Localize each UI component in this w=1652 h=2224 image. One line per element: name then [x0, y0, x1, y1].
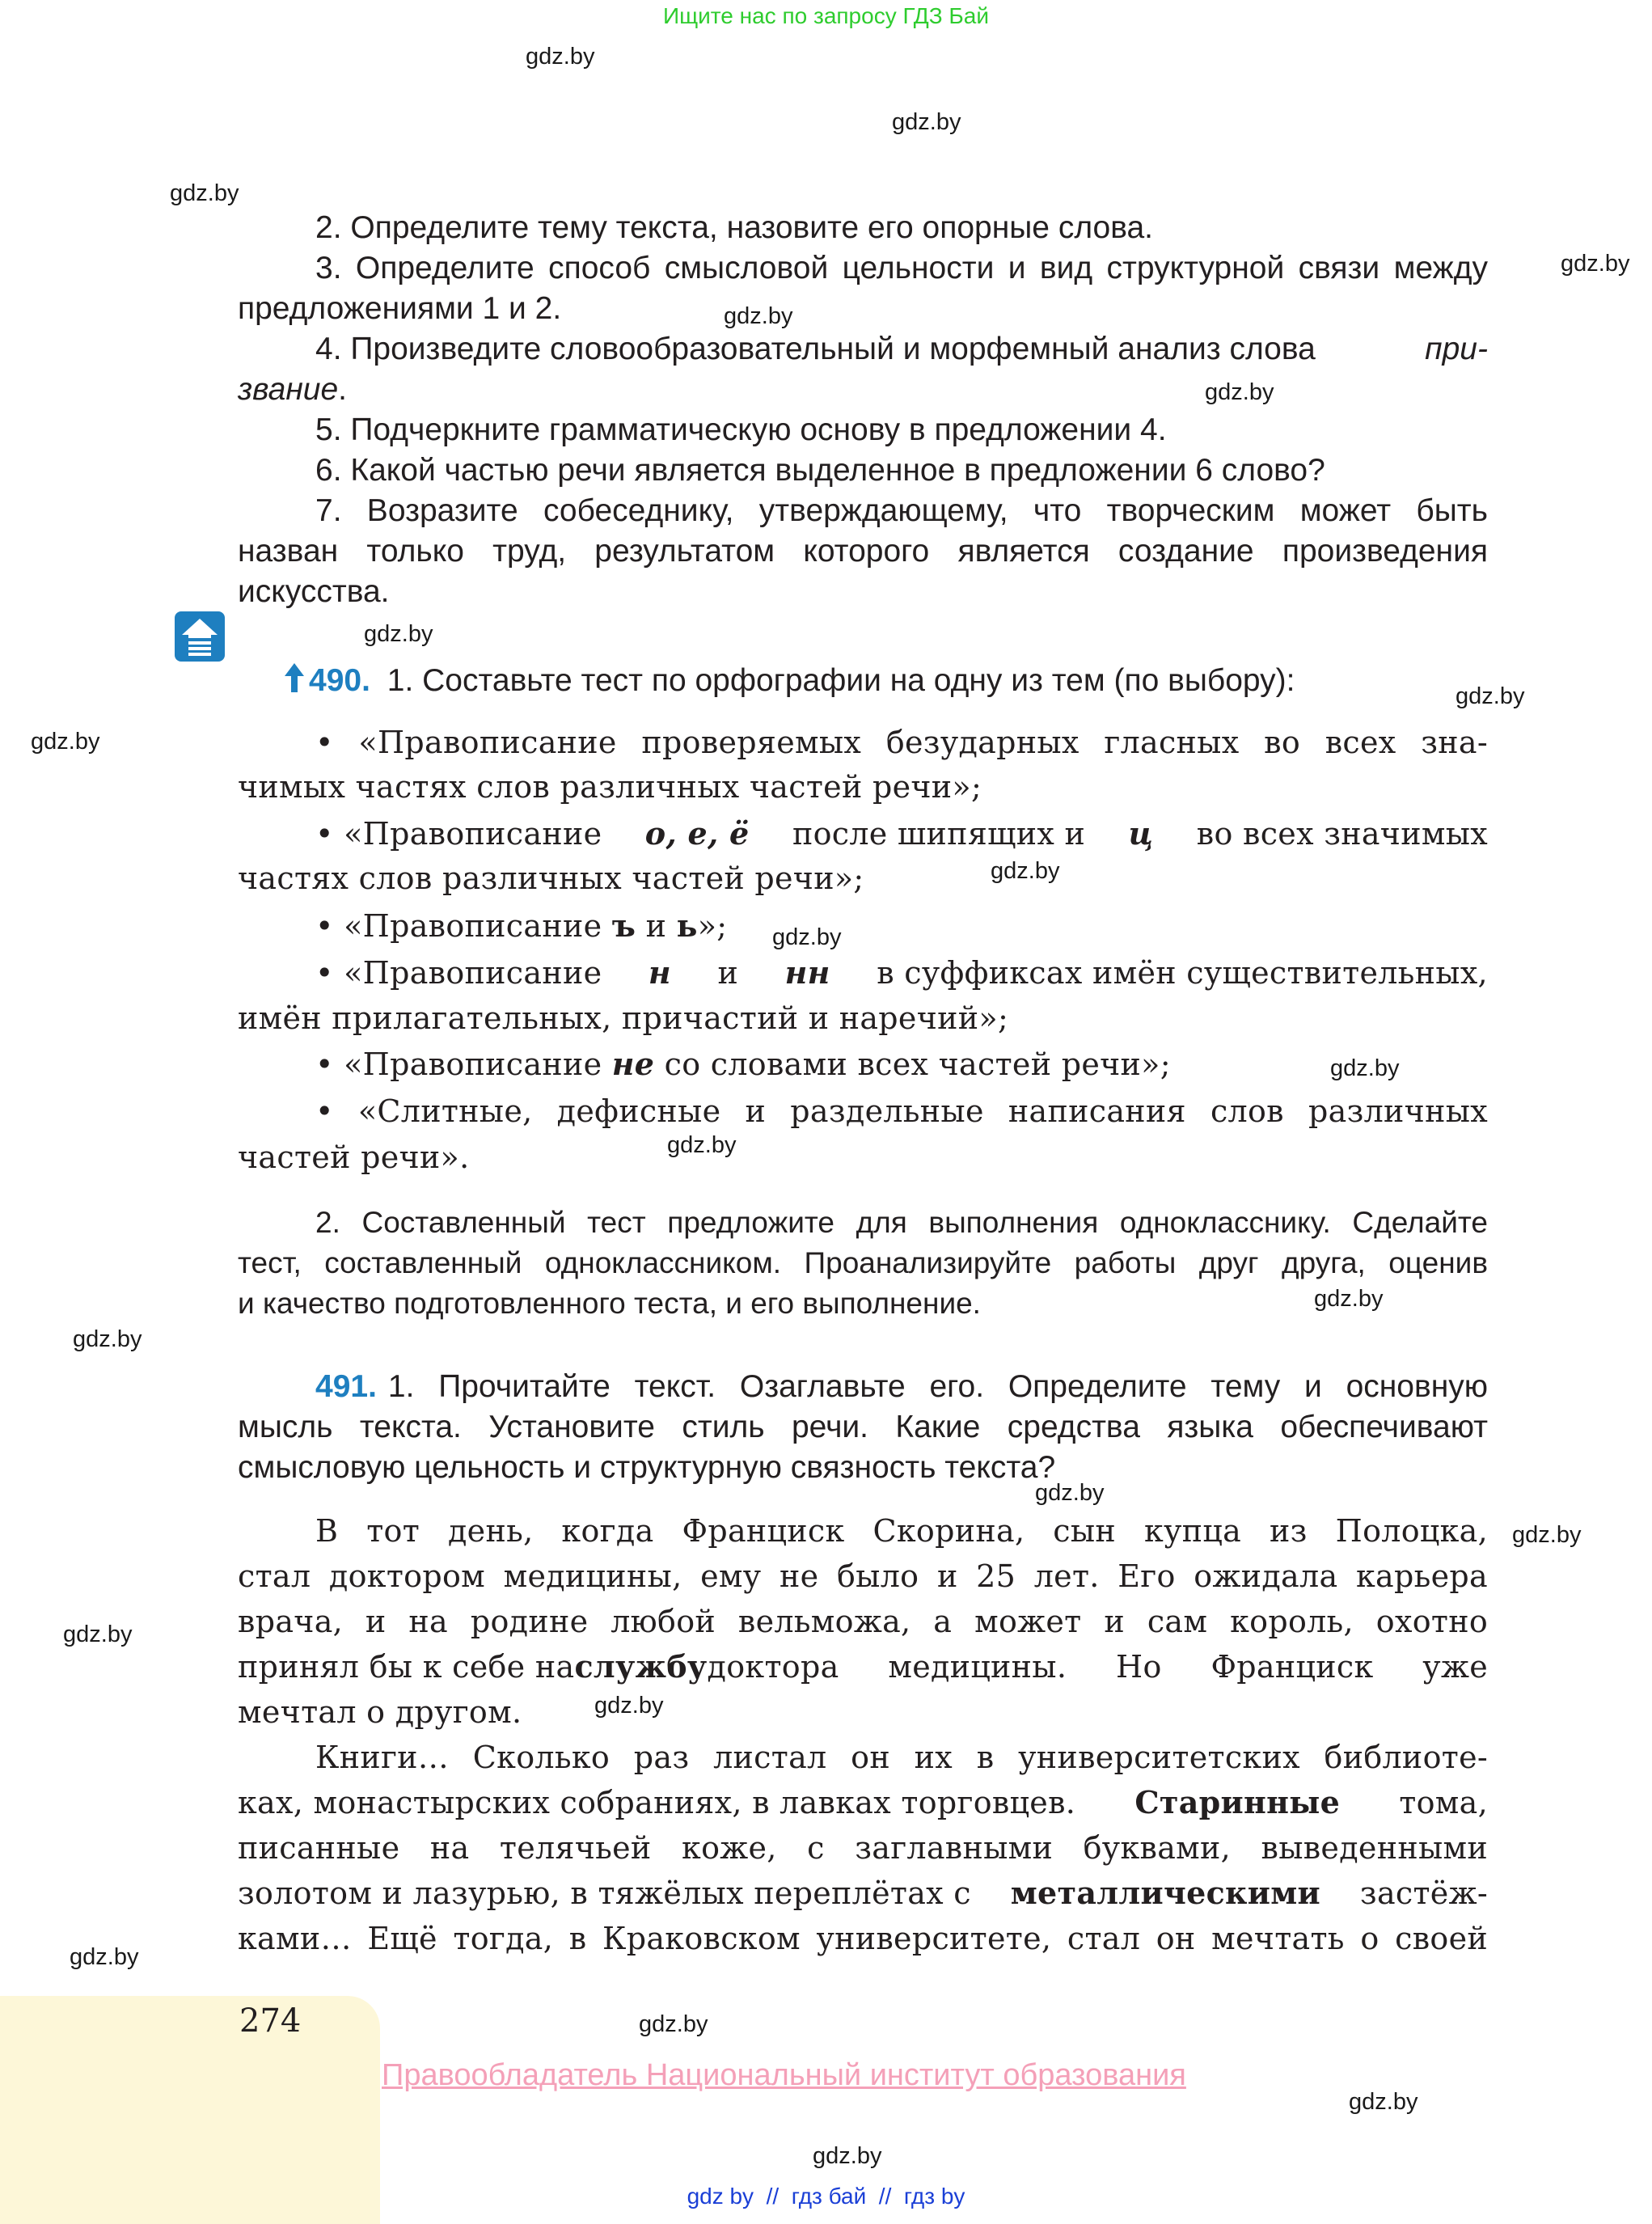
topic-1-line-2: чимых частях слов различных частей речи»; — [238, 769, 982, 805]
question-4-word-end: звание — [238, 372, 339, 407]
watermark: gdz.by — [724, 303, 793, 329]
watermark: gdz.by — [892, 109, 961, 135]
topic-3 — [315, 903, 727, 949]
topic-4-text-post: в суффиксах имён существительных, — [877, 955, 1488, 991]
page-number: 274 — [239, 2002, 302, 2040]
exercise-491-task-line-2: мысль текста. Установите стиль речи. Какие средства языка обеспечивают — [238, 1410, 1488, 1444]
watermark: gdz.by — [594, 1693, 664, 1719]
text-p1-line-1: В тот день, когда Франциск Скорина, сын купца из Полоцка, — [315, 1513, 1488, 1549]
question-4-word: при- — [1425, 332, 1488, 366]
watermark: gdz.by — [1314, 1286, 1384, 1312]
watermark: gdz.by — [813, 2143, 882, 2169]
question-6: 6. Какой частью речи является выделенное в предложении 6 слово? — [315, 453, 1325, 488]
topic-4-n: н — [648, 954, 671, 991]
text-p1-line-4-b: доктора медицины. Но Франциск уже — [707, 1649, 1488, 1685]
watermark: gdz.by — [639, 2011, 708, 2037]
topic-2-text-mid: после шипящих и — [792, 816, 1086, 852]
text-p2-line-5: ками… Ещё тогда, в Краковском университете, стал он мечтать о своей — [238, 1921, 1488, 1956]
copyright-notice: Правообладатель Национальный институт образования — [382, 2058, 1186, 2092]
task-2-line-2: тест, составленный одноклассником. Проанализируйте работы друг друга, оценив — [238, 1246, 1488, 1279]
topic-5-text: • «Правописание — [315, 1046, 612, 1082]
text-p2-line-2-b: тома, — [1399, 1785, 1488, 1820]
topic-4-line-1 — [315, 950, 1488, 996]
watermark: gdz.by — [772, 924, 842, 950]
text-p2-line-2-a: ках, монастырских собраниях, в лавках торговцев. — [238, 1785, 1076, 1820]
topic-4-nn: нн — [784, 954, 830, 991]
text-p2-line-3: писанные на телячьей коже, с заглавными буквами, выведенными — [238, 1830, 1488, 1866]
question-4-line-2 — [238, 370, 347, 410]
top-banner: Ищите нас по запросу ГДЗ Бай — [662, 3, 990, 28]
watermark: gdz.by — [1035, 1480, 1105, 1506]
question-3-line-2: предложениями 1 и 2. — [238, 291, 562, 326]
topic-5-text-post: со словами всех частей речи»; — [654, 1046, 1171, 1082]
question-7-line-1: 7. Возразите собеседнику, утверждающему, что творческим может быть — [315, 493, 1488, 528]
exercise-490-task: 1. Составьте тест по орфографии на одну из тем (по выбору): — [387, 663, 1295, 698]
watermark: gdz.by — [991, 858, 1060, 884]
text-p1-line-5: мечтал о другом. — [238, 1694, 522, 1730]
watermark: gdz.by — [1205, 379, 1274, 405]
watermark: gdz.by — [170, 180, 239, 206]
arrow-up-icon — [285, 662, 304, 703]
highlighted-word-ancient: Старинные — [1134, 1784, 1341, 1820]
bottom-links[interactable]: gdz by // гдз бай // гдз by — [687, 2184, 965, 2209]
text-p2-line-4-b: застёж- — [1359, 1875, 1488, 1911]
task-2-line-3: и качество подготовленного теста, и его выполнение. — [238, 1287, 981, 1320]
topic-3-hard-sign: ъ — [611, 907, 636, 944]
watermark: gdz.by — [31, 729, 100, 755]
topic-4-text: • «Правописание — [315, 955, 602, 991]
topic-5 — [315, 1042, 1171, 1087]
topic-3-end: »; — [697, 908, 728, 944]
watermark: gdz.by — [63, 1621, 133, 1647]
watermark: gdz.by — [1561, 251, 1630, 277]
exercise-491-header — [315, 1367, 1488, 1407]
watermark: gdz.by — [73, 1326, 142, 1352]
topic-6-line-2: частей речи». — [238, 1139, 470, 1175]
topic-5-ne: не — [611, 1046, 655, 1082]
question-7-line-3: искусства. — [238, 574, 390, 609]
exercise-491-task: 1. Прочитайте текст. Озаглавьте его. Определите тему и основную — [387, 1369, 1488, 1404]
highlighted-word-metallic: металлическими — [1010, 1875, 1321, 1911]
topic-2-letter-c: ц — [1128, 815, 1154, 852]
task-2-line-1: 2. Составленный тест предложите для выполнения однокласснику. Сделайте — [315, 1206, 1488, 1239]
question-2: 2. Определите тему текста, назовите его опорные слова. — [315, 210, 1154, 245]
watermark: gdz.by — [526, 44, 595, 70]
question-4-period: . — [338, 372, 348, 407]
watermark: gdz.by — [1456, 683, 1525, 709]
exercise-491-task-line-3: смысловую цельность и структурную связность текста? — [238, 1450, 1056, 1485]
topic-3-soft-sign: ь — [676, 907, 698, 944]
text-p1-line-4-a: принял бы к себе на — [238, 1649, 575, 1685]
highlighted-word-service: службу — [574, 1648, 708, 1685]
topic-2-line-2: частях слов различных частей речи»; — [238, 860, 864, 896]
topic-2-text-post: во всех значимых — [1196, 816, 1488, 852]
text-p1-line-3: врача, и на родине любой вельможа, а может и сам король, охотно — [238, 1604, 1488, 1639]
text-p2-line-2 — [238, 1780, 1488, 1825]
topic-2-letters: о, е, ё — [644, 815, 750, 852]
exercise-491-number: 491. — [315, 1369, 377, 1404]
question-5: 5. Подчеркните грамматическую основу в предложении 4. — [315, 412, 1167, 447]
watermark: gdz.by — [667, 1132, 737, 1158]
exercise-490-header — [285, 661, 1295, 703]
topic-4-and: и — [717, 955, 739, 991]
text-p2-line-4-a: золотом и лазурью, в тяжёлых переплётах с — [238, 1875, 971, 1911]
watermark: gdz.by — [1330, 1055, 1400, 1081]
topic-4-line-2: имён прилагательных, причастий и наречий»; — [238, 1000, 1009, 1036]
watermark: gdz.by — [1512, 1522, 1582, 1548]
topic-2-text: • «Правописание — [315, 816, 602, 852]
text-p1-line-2: стал доктором медицины, ему не было и 25 лет. Его ожидала карьера — [238, 1558, 1488, 1594]
topic-2-line-1 — [315, 811, 1488, 856]
topic-3-and: и — [636, 908, 677, 944]
text-p2-line-4 — [238, 1871, 1488, 1916]
topic-1-line-1: • «Правописание проверяемых безударных гласных во всех зна- — [315, 725, 1488, 760]
text-p1-line-4 — [238, 1644, 1488, 1689]
watermark: gdz.by — [364, 621, 433, 647]
question-7-line-2: назван только труд, результатом которого является создание произведения — [238, 534, 1488, 569]
home-icon — [175, 611, 225, 662]
question-3-line-1: 3. Определите способ смысловой цельности и вид структурной связи между — [315, 251, 1488, 285]
text-p2-line-1: Книги… Сколько раз листал он их в университетских библиоте- — [315, 1740, 1488, 1775]
question-4-line-1 — [315, 329, 1488, 370]
exercise-490-number: 490. — [309, 663, 370, 698]
question-4-text: 4. Произведите словообразовательный и морфемный анализ слова — [315, 332, 1316, 366]
watermark: gdz.by — [70, 1944, 139, 1970]
watermark: gdz.by — [1349, 2089, 1418, 2115]
topic-3-text: • «Правописание — [315, 908, 612, 944]
topic-6-line-1: • «Слитные, дефисные и раздельные написания слов различных — [315, 1093, 1488, 1129]
